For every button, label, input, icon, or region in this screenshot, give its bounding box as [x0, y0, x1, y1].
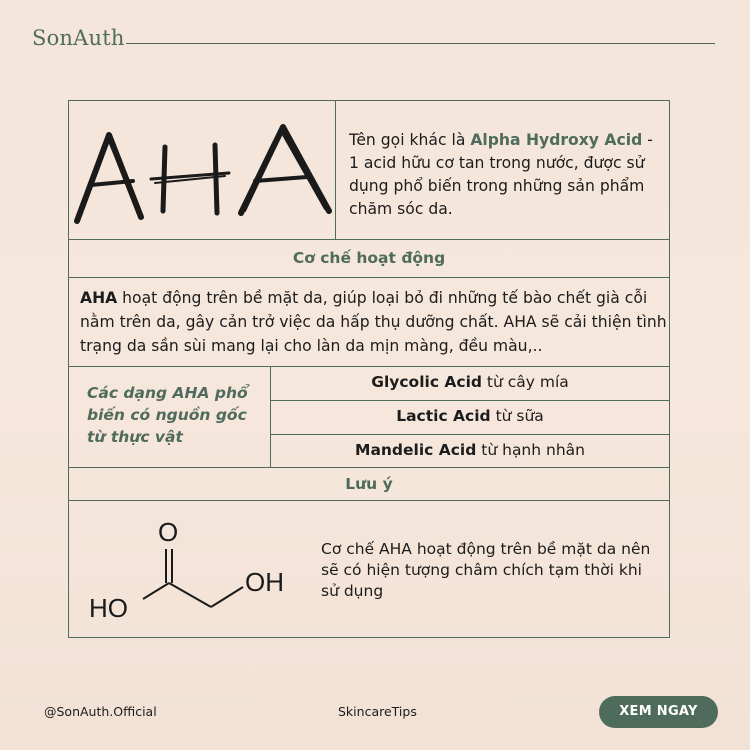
- hydroxyl-label: OH: [245, 567, 284, 597]
- intro-suffix: - 1 acid hữu cơ tan trong nước, được sử dụng phổ biến trong những sản phẩm chăm sóc da.: [349, 131, 653, 218]
- brand-logo: SonAuth: [32, 26, 125, 50]
- type-name: Glycolic Acid: [371, 373, 482, 391]
- intro-prefix: Tên gọi khác là: [349, 131, 471, 149]
- mechanism-text: [80, 286, 670, 358]
- type-source: từ cây mía: [482, 373, 569, 391]
- header-divider: [126, 43, 715, 44]
- divider: [270, 434, 669, 435]
- type-name: Mandelic Acid: [355, 441, 477, 459]
- note-title: Lưu ý: [345, 475, 393, 493]
- mechanism-body: hoạt động trên bề mặt da, giúp loại bỏ đi những tế bào chết già cỗi nằm trên da, gây cản trở việc da hấp thụ dưỡng chất. AHA sẽ cải thiện tình trạng da sần sùi mang lại cho làn da mịn màng, đều màu,..: [80, 289, 667, 355]
- type-source: từ sữa: [490, 407, 544, 425]
- hashtag: SkincareTips: [338, 704, 417, 719]
- note-text: Cơ chế AHA hoạt động trên bề mặt da nên sẽ có hiện tượng châm chích tạm thời khi sử dụng: [321, 540, 651, 600]
- divider: [335, 101, 336, 239]
- type-row-lactic: [270, 407, 670, 425]
- types-label: Các dạng AHA phổ biến có nguồn gốc từ thực vật: [87, 384, 248, 446]
- aha-title-art: [69, 101, 335, 239]
- hydroxyl-label-left: HO: [89, 593, 128, 623]
- social-handle: @SonAuth.Official: [44, 704, 157, 719]
- divider: [69, 467, 669, 468]
- glycolic-acid-structure: [79, 511, 309, 629]
- type-row-glycolic: [270, 373, 670, 391]
- aha-intro-text: [349, 129, 665, 221]
- aha-title-cell: [69, 101, 335, 239]
- type-name: Lactic Acid: [396, 407, 491, 425]
- divider: [69, 277, 669, 278]
- view-now-button[interactable]: XEM NGAY: [599, 696, 718, 728]
- mechanism-bold: AHA: [80, 289, 118, 307]
- bond: [211, 587, 243, 607]
- intro-highlight: Alpha Hydroxy Acid: [470, 131, 643, 149]
- divider: [69, 500, 669, 501]
- divider: [69, 366, 669, 367]
- type-row-mandelic: [270, 441, 670, 459]
- type-source: từ hạnh nhân: [476, 441, 585, 459]
- mechanism-title: Cơ chế hoạt động: [292, 249, 446, 267]
- divider: [270, 400, 669, 401]
- bond: [169, 583, 211, 607]
- divider: [69, 239, 669, 240]
- oxygen-label: O: [158, 517, 179, 547]
- bond: [143, 583, 169, 599]
- info-card: [68, 100, 670, 638]
